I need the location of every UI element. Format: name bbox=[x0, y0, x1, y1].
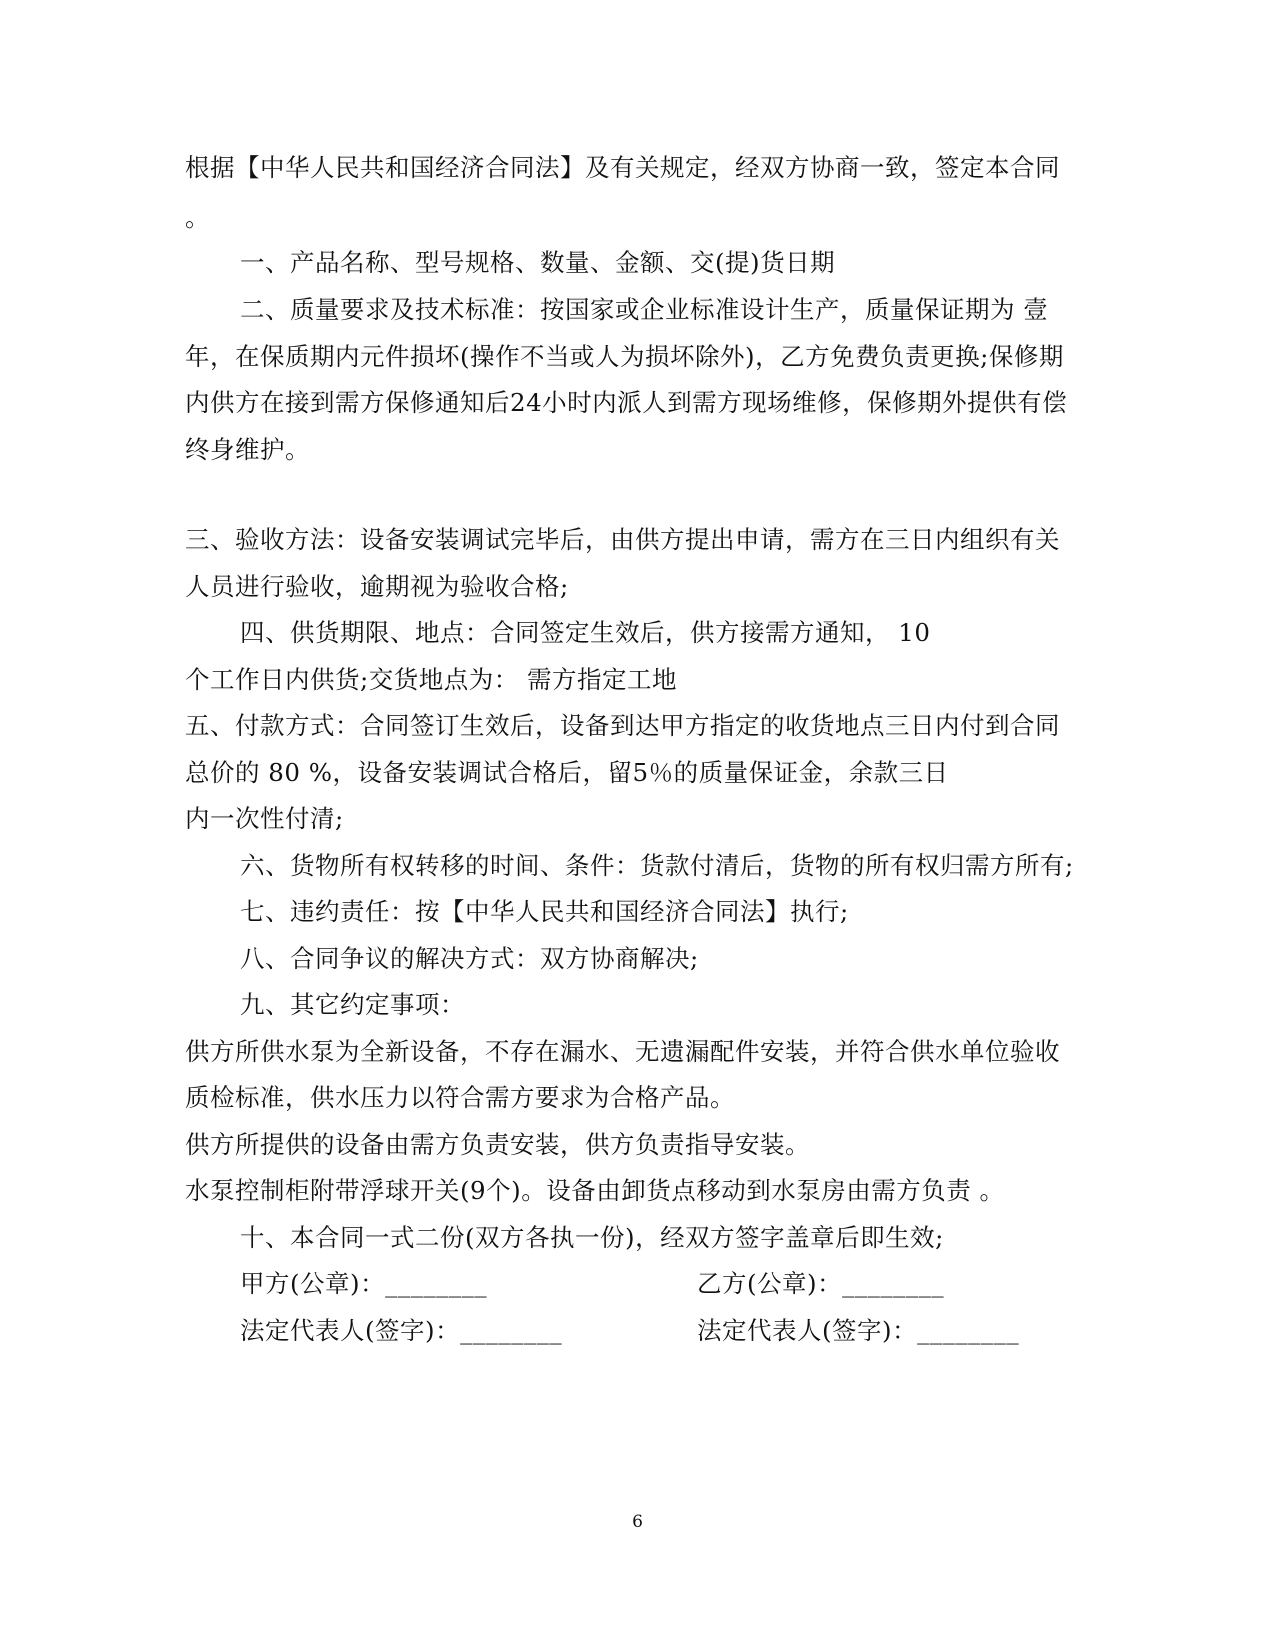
clause-9-item-2: 供方所提供的设备由需方负责安装，供方负责指导安装。 bbox=[185, 1130, 810, 1159]
clause-7: 七、违约责任：按【中华人民共和国经济合同法】执行; bbox=[240, 897, 849, 926]
clause-2-line-2: 年，在保质期内元件损坏(操作不当或人为损坏除外)，乙方免费负责更换;保修期 bbox=[185, 342, 1064, 371]
clause-9-item-3: 水泵控制柜附带浮球开关(9个)。设备由卸货点移动到水泵房由需方负责 。 bbox=[185, 1176, 1005, 1205]
clause-4-line-2: 个工作日内供货;交货地点为： 需方指定工地 bbox=[185, 665, 678, 694]
clause-2-line-3: 内供方在接到需方保修通知后24小时内派人到需方现场维修，保修期外提供有偿 bbox=[185, 388, 1068, 417]
clause-8: 八、合同争议的解决方式：双方协商解决; bbox=[240, 944, 699, 973]
clause-5-line-2: 总价的 80 %，设备安装调试合格后，留5％的质量保证金，余款三日 bbox=[185, 758, 949, 787]
clause-9: 九、其它约定事项： bbox=[240, 990, 465, 1019]
clause-1: 一、产品名称、型号规格、数量、金额、交(提)货日期 bbox=[240, 248, 836, 277]
clause-2-line-4: 终身维护。 bbox=[185, 435, 310, 464]
clause-2: 二、质量要求及技术标准：按国家或企业标准设计生产，质量保证期为 壹 bbox=[240, 295, 1049, 324]
party-b-representative-field: 法定代表人(签字)：________ bbox=[697, 1316, 1020, 1345]
clause-4: 四、供货期限、地点：合同签定生效后，供方接需方通知， 10 bbox=[240, 618, 931, 647]
page-number: 6 bbox=[632, 1512, 643, 1532]
party-a-seal-field: 甲方(公章)：________ bbox=[240, 1269, 488, 1298]
clause-5-line-3: 内一次性付清; bbox=[185, 804, 344, 833]
clause-5: 五、付款方式：合同签订生效后，设备到达甲方指定的收货地点三日内付到合同 bbox=[185, 711, 1060, 740]
clause-3: 三、验收方法：设备安装调试完毕后，由供方提出申请，需方在三日内组织有关 bbox=[185, 525, 1060, 554]
paragraph-intro: 根据【中华人民共和国经济合同法】及有关规定，经双方协商一致，签定本合同 bbox=[185, 153, 1060, 182]
clause-3-line-2: 人员进行验收，逾期视为验收合格; bbox=[185, 572, 569, 601]
clause-6: 六、货物所有权转移的时间、条件：货款付清后，货物的所有权归需方所有; bbox=[240, 851, 1074, 880]
clause-9-item-1: 供方所供水泵为全新设备，不存在漏水、无遗漏配件安装，并符合供水单位验收 bbox=[185, 1037, 1060, 1066]
clause-10: 十、本合同一式二份(双方各执一份)，经双方签字盖章后即生效; bbox=[240, 1223, 944, 1252]
clause-9-item-1-line-2: 质检标准，供水压力以符合需方要求为合格产品。 bbox=[185, 1083, 735, 1112]
party-b-seal-field: 乙方(公章)：________ bbox=[697, 1269, 945, 1298]
paragraph-intro-continued: 。 bbox=[185, 203, 210, 232]
party-a-representative-field: 法定代表人(签字)：________ bbox=[240, 1316, 563, 1345]
